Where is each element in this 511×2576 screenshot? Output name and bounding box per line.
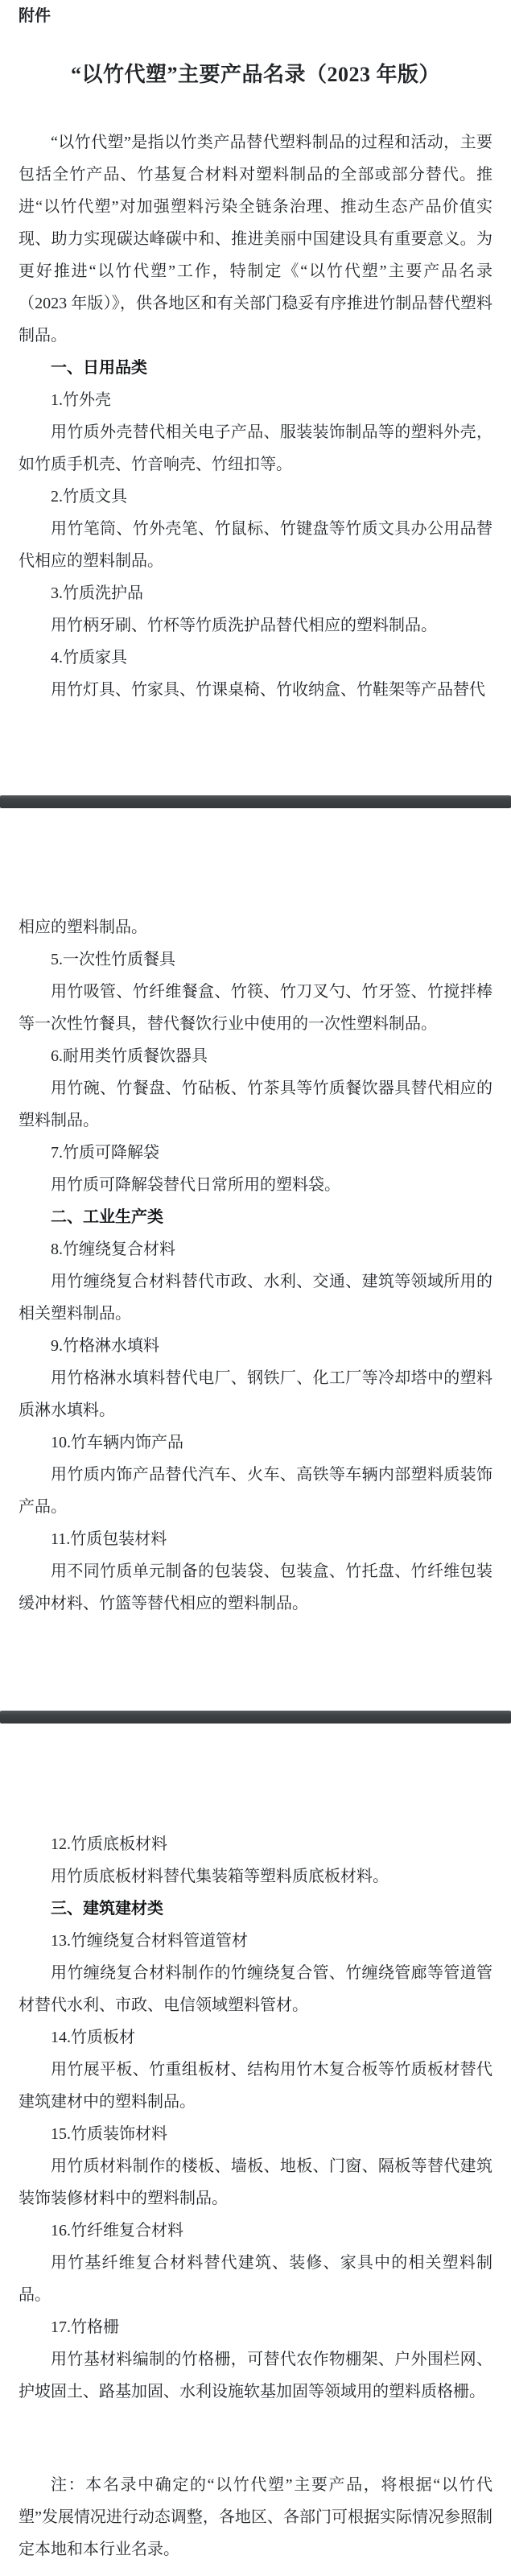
item-body-11: 用不同竹质单元制备的包装袋、包装盒、竹托盘、竹纤维包装缓冲材料、竹篮等替代相应的塑料制品。 bbox=[19, 1563, 492, 1612]
item-body-13: 用竹缠绕复合材料制作的竹缠绕复合管、竹缠绕管廊等管道管材替代水利、市政、电信领域塑料管材。 bbox=[19, 1964, 492, 2014]
item-title-14: 14.竹质板材 bbox=[51, 2029, 135, 2046]
item-body-8: 用竹缠绕复合材料替代市政、水利、交通、建筑等领域所用的相关塑料制品。 bbox=[19, 1273, 492, 1323]
item-title-17: 17.竹格栅 bbox=[51, 2318, 119, 2336]
item-body-4-part1: 用竹灯具、竹家具、竹课桌椅、竹收纳盒、竹鞋架等产品替代 bbox=[51, 681, 485, 699]
item-body-7: 用竹质可降解袋替代日常所用的塑料袋。 bbox=[51, 1176, 340, 1194]
item-body-12: 用竹质底板材料替代集装箱等塑料质底板材料。 bbox=[51, 1868, 389, 1885]
item-title-12: 12.竹质底板材料 bbox=[51, 1835, 167, 1853]
item-body-3: 用竹柄牙刷、竹杯等竹质洗护品替代相应的塑料制品。 bbox=[51, 617, 437, 634]
item-title-10: 10.竹车辆内饰产品 bbox=[51, 1434, 183, 1451]
section-heading-daily-goods: 一、日用品类 bbox=[51, 359, 147, 377]
item-body-2: 用竹笔筒、竹外壳笔、竹鼠标、竹键盘等竹质文具办公用品替代相应的塑料制品。 bbox=[19, 520, 492, 570]
page-separator bbox=[0, 795, 511, 808]
item-body-9: 用竹格淋水填料替代电厂、钢铁厂、化工厂等冷却塔中的塑料质淋水填料。 bbox=[19, 1369, 492, 1419]
item-title-2: 2.竹质文具 bbox=[51, 488, 127, 506]
section-heading-industrial: 二、工业生产类 bbox=[51, 1208, 163, 1226]
item-title-3: 3.竹质洗护品 bbox=[51, 584, 143, 602]
item-title-6: 6.耐用类竹质餐饮器具 bbox=[51, 1047, 208, 1065]
item-title-15: 15.竹质装饰材料 bbox=[51, 2125, 167, 2143]
document-page-3 bbox=[0, 1724, 511, 2576]
item-body-16: 用竹基纤维复合材料替代建筑、装修、家具中的相关塑料制品。 bbox=[19, 2254, 492, 2304]
item-body-4-part2: 相应的塑料制品。 bbox=[19, 919, 147, 936]
item-body-6: 用竹碗、竹餐盘、竹砧板、竹茶具等竹质餐饮器具替代相应的塑料制品。 bbox=[19, 1080, 492, 1129]
item-title-5: 5.一次性竹质餐具 bbox=[51, 951, 175, 968]
item-title-4: 4.竹质家具 bbox=[51, 649, 127, 667]
item-body-17: 用竹基材料编制的竹格栅，可替代农作物棚架、户外围栏网、护坡固土、路基加固、水利设施软基加固等领域用的塑料质格栅。 bbox=[19, 2351, 492, 2401]
item-body-10: 用竹质内饰产品替代汽车、火车、高铁等车辆内部塑料质装饰产品。 bbox=[19, 1466, 492, 1516]
item-title-9: 9.竹格淋水填料 bbox=[51, 1337, 159, 1355]
section-heading-construction: 三、建筑建材类 bbox=[51, 1900, 163, 1918]
attachment-label: 附件 bbox=[19, 7, 51, 25]
document-page-2 bbox=[0, 808, 511, 1711]
item-body-14: 用竹展平板、竹重组板材、结构用竹木复合板等竹质板材替代建筑建材中的塑料制品。 bbox=[19, 2061, 492, 2111]
document-page-1 bbox=[0, 0, 511, 795]
intro-paragraph: “以竹代塑”是指以竹类产品替代塑料制品的过程和活动，主要包括全竹产品、竹基复合材料对塑料制品的全部或部分替代。推进“以竹代塑”对加强塑料污染全链条治理、推动生态产品价值实现、助力实现碳达峰碳中和、推进美丽中国建设具有重要意义。为更好推进“以竹代塑”工作，特制定《“以竹代塑”主要产品名录（2023 年版）》，供各地区和有关部门稳妥有序推进竹制品替代塑料制品。 bbox=[19, 134, 492, 345]
item-title-7: 7.竹质可降解袋 bbox=[51, 1144, 159, 1162]
item-title-13: 13.竹缠绕复合材料管道管材 bbox=[51, 1932, 248, 1950]
page-separator bbox=[0, 1711, 511, 1724]
item-body-15: 用竹质材料制作的楼板、墙板、地板、门窗、隔板等替代建筑装饰装修材料中的塑料制品。 bbox=[19, 2157, 492, 2207]
item-title-8: 8.竹缠绕复合材料 bbox=[51, 1241, 175, 1258]
note-paragraph: 注：本名录中确定的“以竹代塑”主要产品，将根据“以竹代塑”发展情况进行动态调整，各地区、各部门可根据实际情况参照制定本地和本行业名录。 bbox=[19, 2476, 492, 2558]
item-title-1: 1.竹外壳 bbox=[51, 391, 111, 409]
item-body-1: 用竹质外壳替代相关电子产品、服装装饰制品等的塑料外壳，如竹质手机壳、竹音响壳、竹纽扣等。 bbox=[19, 423, 492, 473]
item-body-5: 用竹吸管、竹纤维餐盒、竹筷、竹刀叉勺、竹牙签、竹搅拌棒等一次性竹餐具，替代餐饮行业中使用的一次性塑料制品。 bbox=[19, 983, 492, 1033]
document-title: “以竹代塑”主要产品名录（2023 年版） bbox=[70, 63, 440, 86]
item-title-11: 11.竹质包装材料 bbox=[51, 1530, 167, 1548]
item-title-16: 16.竹纤维复合材料 bbox=[51, 2222, 183, 2240]
